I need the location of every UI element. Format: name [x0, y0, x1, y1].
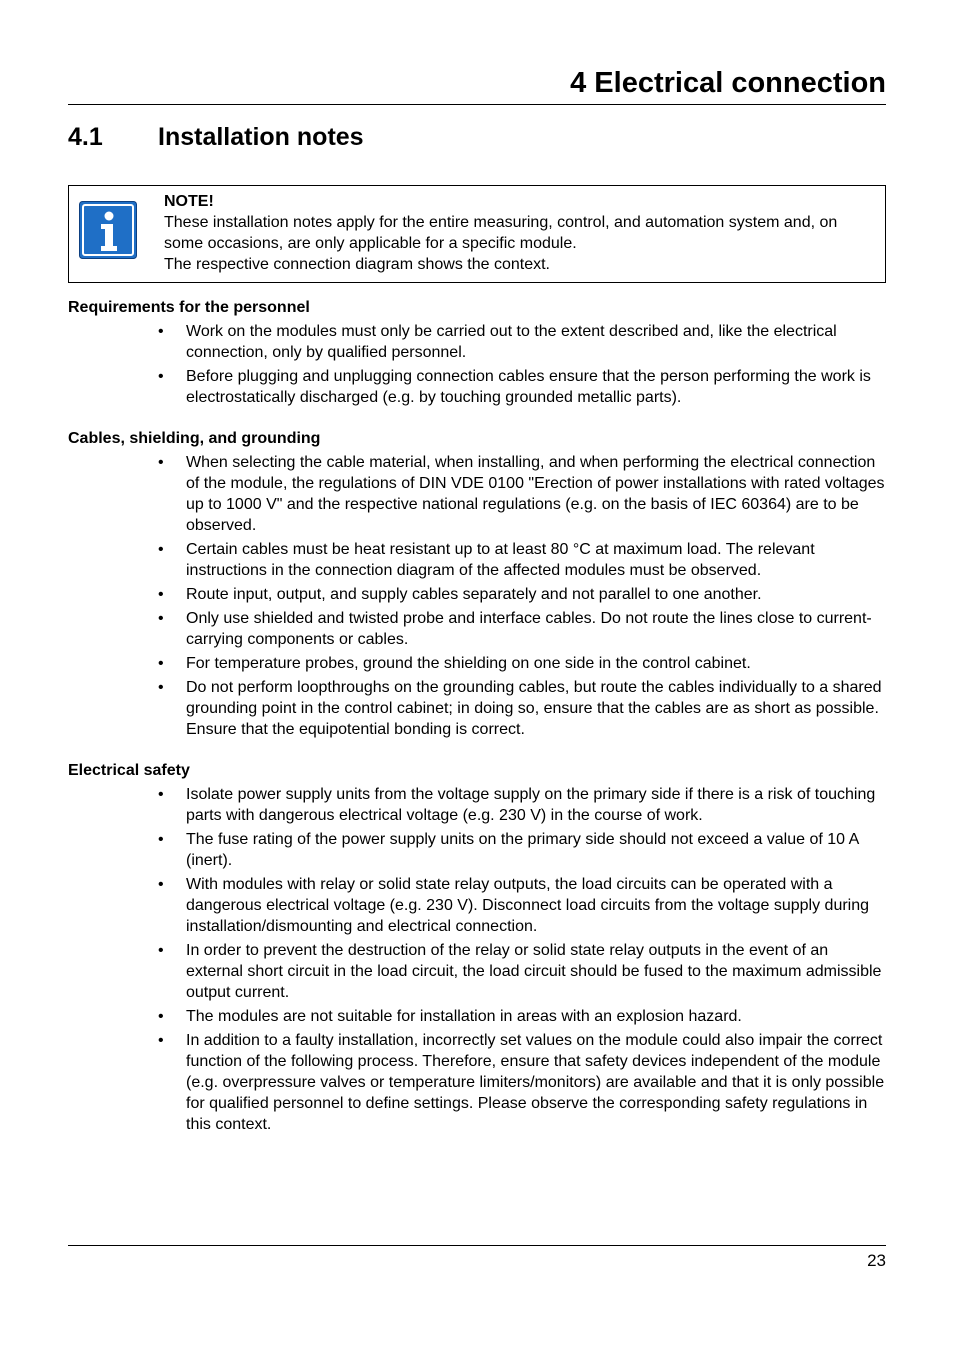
- list-item: • In addition to a faulty installation, incorrectly set values on the module could also impair the correct function of the following process. Therefore, ensure that safety devices independent of the module (e.g. overpressure valves or temperature limiters/monitors) are available and that it is only possible for qualified personnel to define settings. Please observe the corresponding safety regulations in this context.: [68, 1030, 886, 1135]
- page-number: 23: [867, 1251, 886, 1270]
- safety-heading: Electrical safety: [68, 762, 190, 779]
- list-item-extra: Ensure that the equipotential bonding is correct.: [186, 721, 525, 738]
- list-item-text: Do not perform loopthroughs on the grounding cables, but route the cables individually to a shared grounding point in the control cabinet; in doing so, ensure that the cables are as short as possible.: [186, 679, 882, 717]
- list-item: • The fuse rating of the power supply units on the primary side should not exceed a value of 10 A (inert).: [68, 829, 886, 871]
- personnel-heading: Requirements for the personnel: [68, 299, 310, 316]
- list-item: [68, 677, 886, 740]
- content: [68, 297, 886, 1138]
- list-item: • Before plugging and unplugging connection cables ensure that the person performing the work is electrostatically discharged (e.g. by touching grounded metallic parts).: [68, 366, 886, 408]
- note-box: [68, 185, 886, 283]
- list-item: • Certain cables must be heat resistant up to at least 80 °C at maximum load. The relevant instructions in the connection diagram of the affected modules must be observed.: [68, 539, 886, 581]
- safety-list: [68, 784, 886, 1135]
- section-number: 4.1: [68, 123, 103, 151]
- list-item: • Isolate power supply units from the voltage supply on the primary side if there is a risk of touching parts with dangerous electrical voltage (e.g. 230 V) in the course of work.: [68, 784, 886, 826]
- list-item: • Work on the modules must only be carried out to the extent described and, like the electrical connection, only by qualified personnel.: [68, 321, 886, 363]
- cables-list: [68, 452, 886, 740]
- list-item: • For temperature probes, ground the shielding on one side in the control cabinet.: [68, 653, 886, 674]
- list-item: • With modules with relay or solid state relay outputs, the load circuits can be operated with a dangerous electrical voltage (e.g. 230 V). Disconnect load circuits from the voltage supply during installation/dismounting and electrical connection.: [68, 874, 886, 937]
- page-header: [68, 64, 886, 105]
- note-title: NOTE!: [164, 193, 214, 210]
- note-line: These installation notes apply for the entire measuring, control, and automation system and, on some occasions, are only applicable for a specific module.: [164, 214, 838, 252]
- info-icon: [79, 201, 137, 259]
- list-item: • Route input, output, and supply cables separately and not parallel to one another.: [68, 584, 886, 605]
- list-item: • In order to prevent the destruction of the relay or solid state relay outputs in the event of an external short circuit in the load circuit, the load circuit should be fused to the maximum admissible output current.: [68, 940, 886, 1003]
- note-text: [164, 191, 880, 275]
- cables-heading: Cables, shielding, and grounding: [68, 430, 321, 447]
- list-item: • The modules are not suitable for installation in areas with an explosion hazard.: [68, 1006, 886, 1027]
- section-heading: [68, 120, 364, 154]
- note-line: The respective connection diagram shows the context.: [164, 256, 550, 273]
- list-item: • Only use shielded and twisted probe and interface cables. Do not route the lines close to current-carrying components or cables.: [68, 608, 886, 650]
- personnel-list: [68, 321, 886, 408]
- chapter-title: 4 Electrical connection: [570, 67, 886, 99]
- list-item: • When selecting the cable material, when installing, and when performing the electrical connection of the module, the regulations of DIN VDE 0100 "Erection of power installations with rated voltages up to 1000 V" and the respective national regulations (e.g. on the basis of IEC 60364) are to be observed.: [68, 452, 886, 536]
- page-footer: [68, 1245, 886, 1270]
- section-title: Installation notes: [158, 123, 364, 151]
